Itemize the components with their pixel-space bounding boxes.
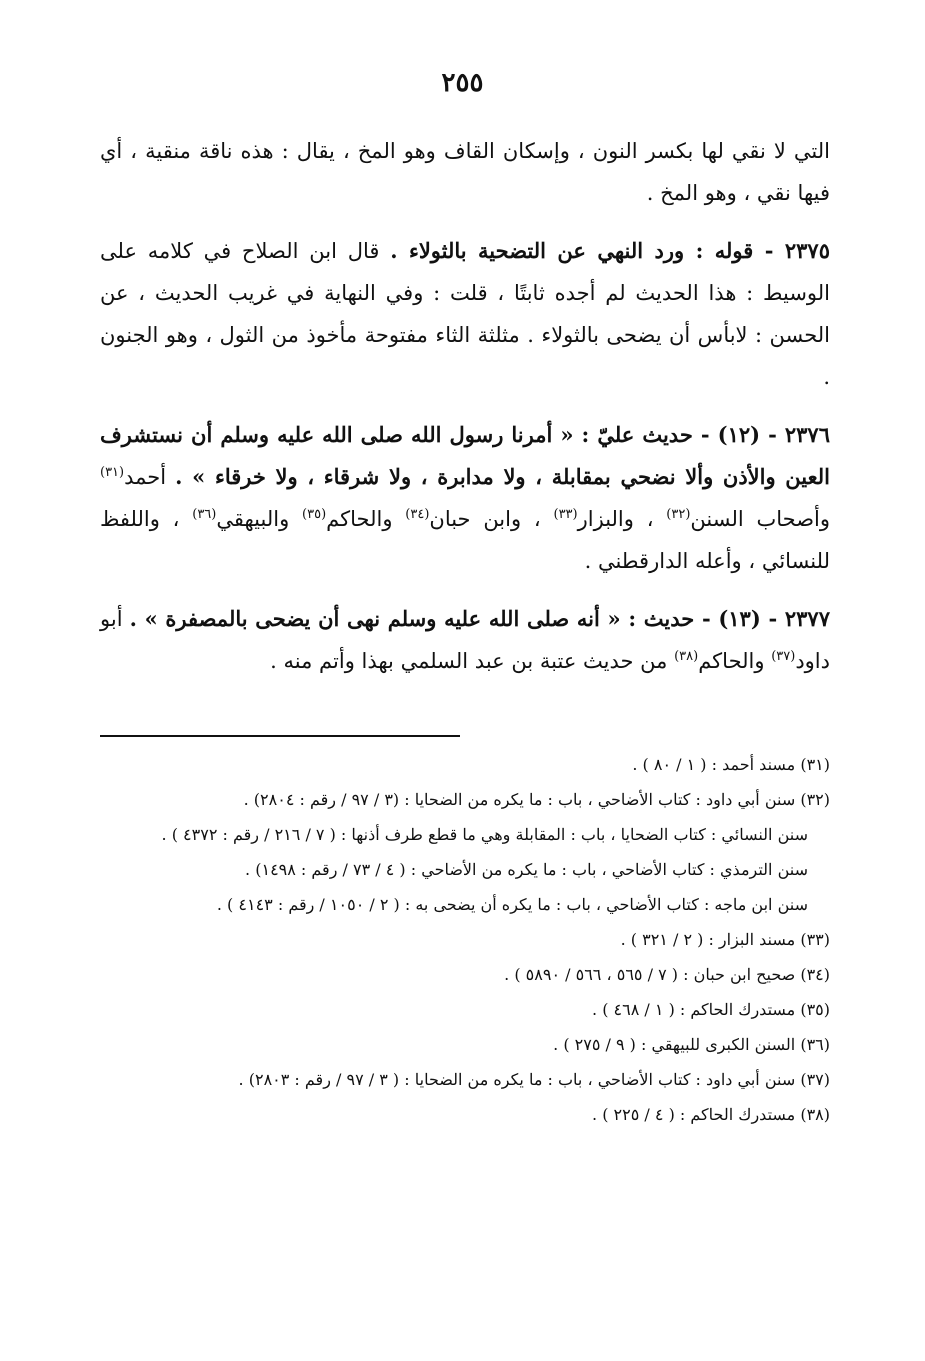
source-text: أحمد bbox=[124, 465, 176, 489]
footnotes bbox=[100, 750, 830, 1135]
footnote-divider bbox=[100, 735, 460, 737]
footnote-31: (٣١) مسند أحمد : ( ١ / ٨٠ ) . bbox=[632, 755, 830, 774]
paragraph-text: التي لا نقي لها بكسر النون ، وإسكان القاف وهو المخ ، يقال : هذه ناقة منقية ، أي فيها نقي ، وهو المخ . bbox=[100, 139, 830, 205]
footnote-ref[interactable]: (٣٦) bbox=[192, 507, 217, 522]
entry-2377 bbox=[100, 598, 830, 682]
footnote-ref[interactable]: (٣٧) bbox=[771, 649, 796, 664]
footnote-32-tirmidhi: سنن الترمذي : كتاب الأضاحي ، باب : ما يكره من الأضاحي : ( ٤ / ٧٣ / رقم : ١٤٩٨) . bbox=[245, 860, 808, 879]
source-text: ، والبزار bbox=[577, 507, 667, 531]
footnote-36: (٣٦) السنن الكبرى للبيهقي : ( ٩ / ٢٧٥ ) . bbox=[553, 1035, 830, 1054]
source-text: من حديث عتبة بن عبد السلمي بهذا وأتم منه . bbox=[270, 649, 675, 673]
footnote-35: (٣٥) مستدرك الحاكم : ( ١ / ٤٦٨ ) . bbox=[592, 1000, 830, 1019]
source-text: ، وابن حبان bbox=[429, 507, 554, 531]
source-text: أبو داود bbox=[100, 607, 830, 673]
footnote-ref[interactable]: (٣٤) bbox=[405, 507, 430, 522]
entry-heading: ٢٣٧٧ - (١٣) - حديث : « أنه صلى الله عليه وسلم نهى أن يضحى بالمصفرة » . bbox=[129, 606, 830, 631]
main-text bbox=[100, 130, 830, 698]
source-text: ، واللفظ للنسائي ، وأعله الدارقطني . bbox=[100, 507, 830, 573]
entry-2376 bbox=[100, 414, 830, 582]
source-text: والبيهقي bbox=[216, 507, 303, 531]
entry-heading: ٢٣٧٥ - قوله : ورد النهي عن التضحية بالثولاء . bbox=[390, 238, 830, 263]
footnote-33: (٣٣) مسند البزار : ( ٢ / ٣٢١ ) . bbox=[620, 930, 830, 949]
footnote-ref[interactable]: (٣٥) bbox=[302, 507, 327, 522]
source-text: والحاكم bbox=[698, 649, 772, 673]
footnote-38: (٣٨) مستدرك الحاكم : ( ٤ / ٢٢٥ ) . bbox=[592, 1105, 830, 1124]
footnote-37: (٣٧) سنن أبي داود : كتاب الأضاحي ، باب : ما يكره من الضحايا : ( ٣ / ٩٧ / رقم : ٢٨٠٣) . bbox=[238, 1070, 830, 1089]
footnote-32-ibn-majah: سنن ابن ماجه : كتاب الأضاحي ، باب : ما يكره أن يضحى به : ( ٢ / ١٠٥٠ / رقم : ٤١٤٣ ) . bbox=[216, 895, 808, 914]
footnote-32: (٣٢) سنن أبي داود : كتاب الأضاحي ، باب : ما يكره من الضحايا : (٣ / ٩٧ / رقم : ٢٨٠٤) . bbox=[243, 790, 830, 809]
paragraph-intro bbox=[100, 130, 830, 214]
source-text: والحاكم bbox=[326, 507, 406, 531]
footnote-34: (٣٤) صحيح ابن حبان : ( ٧ / ٥٦٥ ، ٥٦٦ / ٥٨٩٠ ) . bbox=[504, 965, 830, 984]
entry-heading: ٢٣٧٦ - (١٢) - حديث عليّ : « أمرنا رسول الله صلى الله عليه وسلم أن نستشرف العين والأذن وألا نضحي بمقابلة ، ولا مدابرة ، ولا شرقاء ، ولا خرقاء » . bbox=[100, 422, 830, 489]
entry-text: قال ابن الصلاح في كلامه على الوسيط : هذا الحديث لم أجده ثابتًا ، قلت : وفي النهاية في غريب الحديث ، عن الحسن : لابأس أن يضحى بالثولاء . مثلثة الثاء مفتوحة مأخوذ من الثول ، وهو الجنون . bbox=[100, 239, 830, 389]
entry-2375 bbox=[100, 230, 830, 398]
footnote-ref[interactable]: (٣٨) bbox=[674, 649, 699, 664]
footnote-ref[interactable]: (٣٢) bbox=[666, 507, 691, 522]
page-number: ٢٥٥ bbox=[441, 68, 484, 98]
footnote-ref[interactable]: (٣١) bbox=[100, 465, 125, 480]
footnote-ref[interactable]: (٣٣) bbox=[553, 507, 578, 522]
source-text: وأصحاب السنن bbox=[690, 507, 831, 531]
footnote-32-nasai: سنن النسائي : كتاب الضحايا ، باب : المقابلة وهي ما قطع طرف أذنها : ( ٧ / ٢١٦ / رقم : ٤٣٧٢ ) . bbox=[161, 825, 808, 844]
